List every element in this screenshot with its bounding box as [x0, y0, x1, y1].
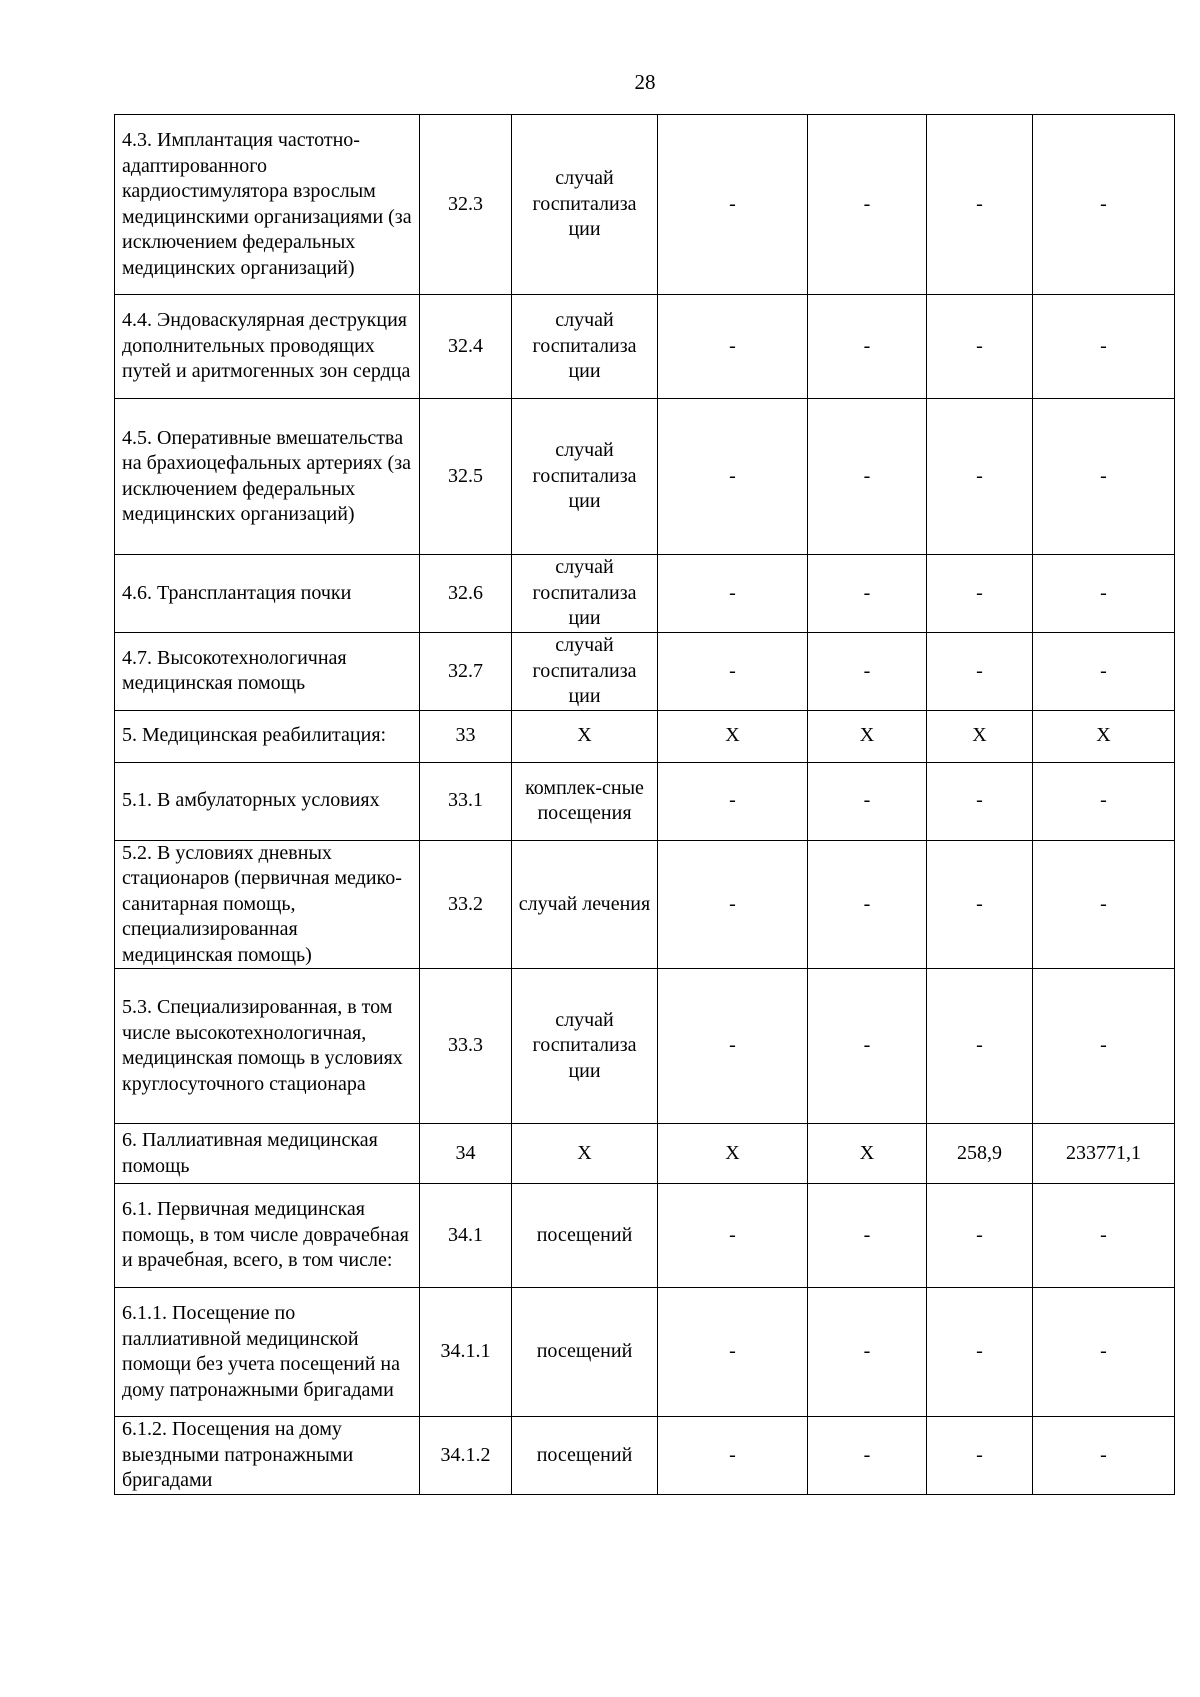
row-name: 4.7. Высокотехнологичная медицинская помощь — [115, 633, 420, 711]
row-unit: посещений — [512, 1288, 658, 1417]
table-row — [115, 1288, 1175, 1417]
row-name: 4.3. Имплантация частотно-адаптированного кардиостимулятора взрослым медицинскими организациями (за исключением федеральных медицинских организаций) — [115, 115, 420, 295]
table-row — [115, 840, 1175, 969]
row-unit: случай госпитализа ции — [512, 555, 658, 633]
row-code: 34.1.2 — [420, 1417, 512, 1495]
row-value: - — [927, 1184, 1033, 1288]
row-value: - — [808, 115, 927, 295]
row-value: - — [927, 1417, 1033, 1495]
row-code: 33.3 — [420, 969, 512, 1124]
row-value: - — [927, 295, 1033, 399]
table-row — [115, 115, 1175, 295]
row-name: 4.4. Эндоваскулярная деструкция дополнительных проводящих путей и аритмогенных зон сердца — [115, 295, 420, 399]
row-value: 233771,1 — [1033, 1124, 1175, 1184]
row-value: Х — [658, 1124, 808, 1184]
row-value: - — [658, 762, 808, 840]
row-code: 33.1 — [420, 762, 512, 840]
row-code: 32.6 — [420, 555, 512, 633]
row-code: 33.2 — [420, 840, 512, 969]
row-value: - — [658, 555, 808, 633]
row-value: - — [1033, 1184, 1175, 1288]
row-unit: посещений — [512, 1417, 658, 1495]
row-unit: посещений — [512, 1184, 658, 1288]
row-value: - — [1033, 762, 1175, 840]
row-value: - — [808, 1184, 927, 1288]
row-value: - — [1033, 633, 1175, 711]
row-code: 33 — [420, 710, 512, 762]
row-value: - — [1033, 1417, 1175, 1495]
row-unit: случай госпитализа ции — [512, 295, 658, 399]
table-row — [115, 762, 1175, 840]
row-value: Х — [658, 710, 808, 762]
row-value: - — [927, 969, 1033, 1124]
table-row — [115, 633, 1175, 711]
page-number: 28 — [634, 70, 656, 94]
row-value: - — [658, 115, 808, 295]
row-value: - — [808, 295, 927, 399]
row-value: - — [808, 555, 927, 633]
row-name: 6. Паллиативная медицинская помощь — [115, 1124, 420, 1184]
row-value: - — [927, 633, 1033, 711]
row-name: 5.3. Специализированная, в том числе высокотехнологичная, медицинская помощь в условиях круглосуточного стационара — [115, 969, 420, 1124]
table-row — [115, 1184, 1175, 1288]
row-value: - — [1033, 115, 1175, 295]
row-unit: случай госпитализа ции — [512, 633, 658, 711]
row-value: - — [927, 399, 1033, 555]
row-value: - — [1033, 555, 1175, 633]
row-value: - — [658, 1417, 808, 1495]
table-row — [115, 969, 1175, 1124]
row-value: - — [658, 840, 808, 969]
row-unit: случай госпитализа ции — [512, 399, 658, 555]
row-value: - — [658, 1184, 808, 1288]
row-value: - — [1033, 840, 1175, 969]
row-unit: случай лечения — [512, 840, 658, 969]
row-name: 6.1.2. Посещения на дому выездными патронажными бригадами — [115, 1417, 420, 1495]
row-code: 32.3 — [420, 115, 512, 295]
row-value: Х — [1033, 710, 1175, 762]
row-value: - — [927, 840, 1033, 969]
row-name: 6.1. Первичная медицинская помощь, в том числе доврачебная и врачебная, всего, в том числе: — [115, 1184, 420, 1288]
row-name: 4.6. Трансплантация почки — [115, 555, 420, 633]
row-value: - — [1033, 295, 1175, 399]
row-value: - — [808, 840, 927, 969]
row-value: - — [927, 1288, 1033, 1417]
row-code: 32.7 — [420, 633, 512, 711]
row-name: 5.1. В амбулаторных условиях — [115, 762, 420, 840]
row-value: Х — [927, 710, 1033, 762]
row-value: Х — [808, 1124, 927, 1184]
row-unit: Х — [512, 1124, 658, 1184]
row-value: 258,9 — [927, 1124, 1033, 1184]
row-code: 34 — [420, 1124, 512, 1184]
row-value: - — [658, 399, 808, 555]
row-value: - — [808, 969, 927, 1124]
row-value: - — [658, 969, 808, 1124]
row-code: 34.1.1 — [420, 1288, 512, 1417]
row-code: 32.5 — [420, 399, 512, 555]
row-value: - — [808, 1288, 927, 1417]
row-value: Х — [808, 710, 927, 762]
row-unit: комплек-сные посещения — [512, 762, 658, 840]
table-row — [115, 1124, 1175, 1184]
table-row — [115, 399, 1175, 555]
row-name: 6.1.1. Посещение по паллиативной медицинской помощи без учета посещений на дому патронажными бригадами — [115, 1288, 420, 1417]
row-name: 5. Медицинская реабилитация: — [115, 710, 420, 762]
row-code: 32.4 — [420, 295, 512, 399]
row-value: - — [658, 633, 808, 711]
row-unit: случай госпитализа ции — [512, 115, 658, 295]
row-value: - — [927, 555, 1033, 633]
row-name: 5.2. В условиях дневных стационаров (первичная медико-санитарная помощь, специализированная медицинская помощь) — [115, 840, 420, 969]
row-value: - — [808, 399, 927, 555]
row-value: - — [1033, 399, 1175, 555]
table-row — [115, 555, 1175, 633]
row-value: - — [658, 295, 808, 399]
row-value: - — [927, 115, 1033, 295]
row-value: - — [658, 1288, 808, 1417]
row-code: 34.1 — [420, 1184, 512, 1288]
row-unit: случай госпитализа ции — [512, 969, 658, 1124]
row-value: - — [808, 762, 927, 840]
row-value: - — [1033, 969, 1175, 1124]
table-row — [115, 1417, 1175, 1495]
row-value: - — [1033, 1288, 1175, 1417]
table-row — [115, 710, 1175, 762]
row-value: - — [808, 633, 927, 711]
row-value: - — [927, 762, 1033, 840]
row-unit: Х — [512, 710, 658, 762]
row-name: 4.5. Оперативные вмешательства на брахиоцефальных артериях (за исключением федеральных медицинских организаций) — [115, 399, 420, 555]
data-table — [114, 114, 1175, 1495]
table-row — [115, 295, 1175, 399]
row-value: - — [808, 1417, 927, 1495]
